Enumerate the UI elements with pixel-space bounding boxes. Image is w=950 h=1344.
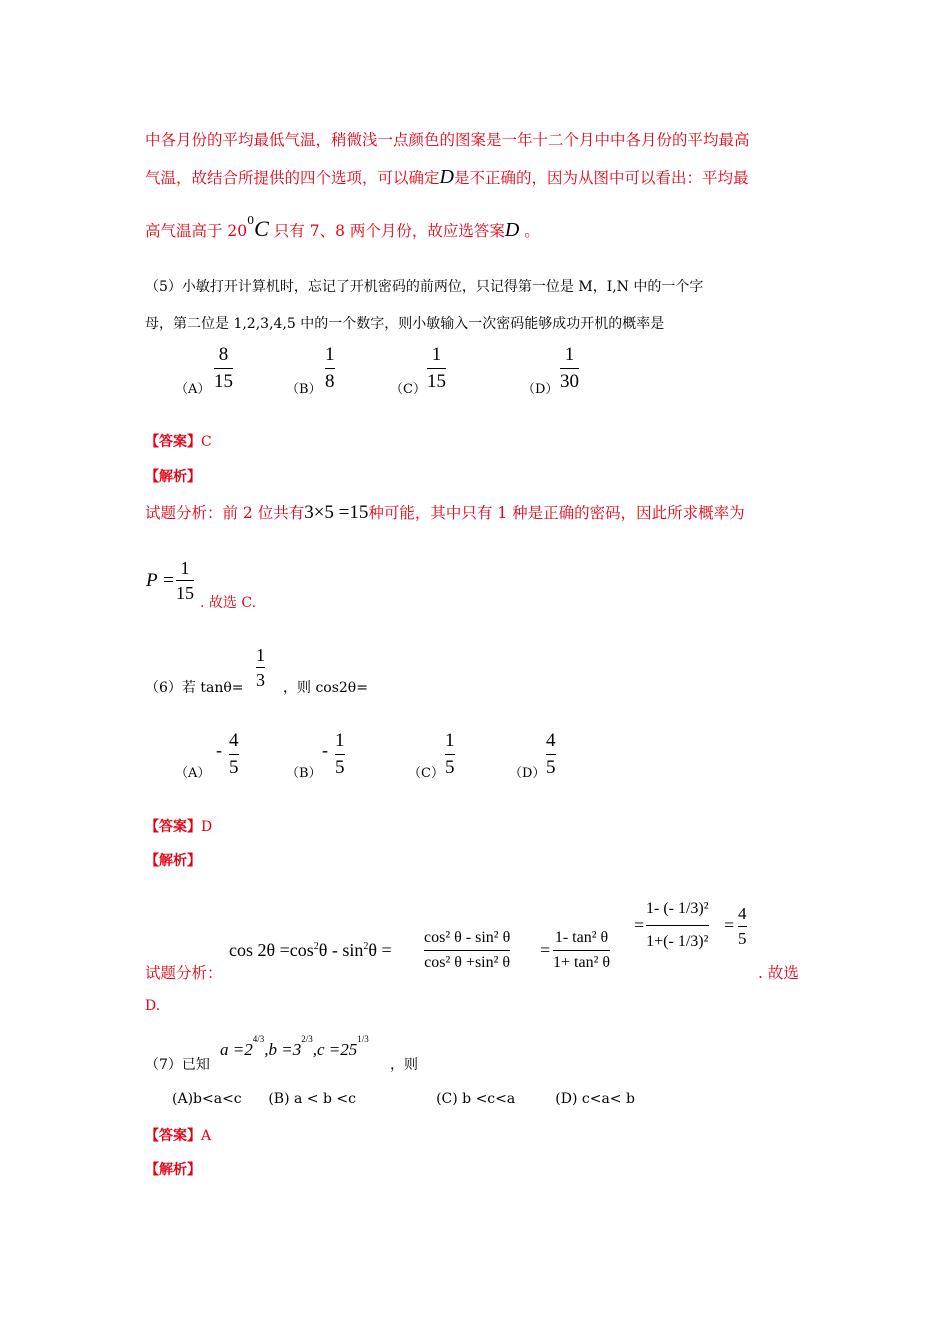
q6-frac-2: 1- tan² θ 1+ tan² θ [553, 929, 611, 971]
eq-mid-text: θ - sin [318, 940, 364, 960]
q7-options: (A)b<a<c (B) a < b <c (C) b <c<a (D) c<a< b [172, 1091, 635, 1107]
q6-option-c-label: （C） [408, 766, 444, 781]
q5-conclusion: . 故选 C. [200, 595, 257, 611]
q4-degree: 0 [247, 213, 255, 227]
q5-option-b-label: （B） [286, 382, 322, 397]
q6-stem-text: （6）若 tanθ= [145, 680, 244, 696]
q6-option-b-fraction: 1 5 [335, 730, 345, 778]
q6-option-a-label: （A） [175, 766, 211, 781]
q5-option-d-fraction: 1 30 [560, 344, 579, 392]
q5-option-a-label: （A） [175, 382, 211, 397]
q6-option-a-fraction: 4 5 [229, 730, 239, 778]
q4-line3-text: 高气温高于 20 [145, 222, 248, 240]
q6-equals-2: = [634, 915, 645, 935]
q6-equals-1: = [540, 940, 551, 960]
q6-equation-lhs [229, 940, 392, 961]
q6-analysis-end: D. [145, 998, 161, 1014]
q5-option-a-fraction: 8 15 [214, 344, 233, 392]
answer-value: C [201, 434, 212, 450]
q7-answer [145, 1125, 211, 1145]
q4-line3-text-b: 只有 7、8 两个月份，故应选答案 [273, 222, 505, 240]
q6-stem-tail: ，则 cos2θ= [283, 680, 368, 696]
eq-theta: θ = [368, 940, 392, 960]
q4-line3-end: 。 [524, 222, 540, 240]
q7-stem-math: $a =2^{4/3},b =3^{2/3},c =25^{1/3}$ [220, 1034, 369, 1059]
q6-result-fraction: 4 5 [738, 904, 747, 948]
q4-var-d: D [439, 166, 454, 188]
q5-analysis-math: 3×5 =15 [304, 502, 369, 523]
eq-square-2: 2 [363, 941, 369, 952]
q6-option-d-fraction: 4 5 [546, 730, 556, 778]
q6-stem [145, 677, 244, 697]
q5-analysis-tag: 【解析】 [145, 469, 201, 485]
q5-analysis-line-1 [145, 501, 745, 524]
q5-option-c-fraction: 1 15 [427, 344, 446, 392]
q6-stem-fraction: 1 3 [256, 645, 265, 690]
q6-analysis-tag: 【解析】 [145, 853, 201, 869]
answer-tag: 【答案】 [145, 1128, 201, 1144]
q5-answer [145, 431, 212, 451]
answer-value: A [201, 1128, 212, 1144]
q4-solution-line-2 [145, 166, 748, 189]
q4-celsius: C [254, 216, 269, 241]
q6-frac-1: cos² θ - sin² θ cos² θ +sin² θ [424, 929, 511, 971]
q6-analysis-prefix: 试题分析： [145, 964, 223, 982]
eq-square: 2 [313, 941, 319, 952]
q6-option-d-label: （D） [509, 766, 546, 781]
q7-stem-prefix: （7）已知 [145, 1057, 210, 1073]
q6-option-b-label: （B） [286, 766, 322, 781]
q7-stem-tail: ，则 [390, 1057, 418, 1073]
q6-option-b-sign: - [322, 740, 328, 760]
q5-option-d-label: （D） [522, 382, 559, 397]
q6-option-a-sign: - [216, 740, 222, 760]
q5-option-c-label: （C） [390, 382, 426, 397]
answer-tag: 【答案】 [145, 819, 201, 835]
eq-lhs-text: cos 2θ =cos [229, 940, 314, 960]
q4-solution-line-1: 中各月份的平均最低气温，稍微浅一点颜色的图案是一年十二个月中中各月份的平均最高 [145, 131, 750, 149]
answer-value: D [201, 819, 213, 835]
q5-analysis-text: 试题分析：前 2 位共有 [145, 504, 305, 522]
q5-p-fraction: 1 15 [176, 558, 194, 603]
q5-stem-line-1: （5）小敏打开计算机时，忘记了开机密码的前两位，只记得第一位是 M，I,N 中的一个字 [145, 279, 704, 295]
q4-line2-text: 气温，故结合所提供的四个选项，可以确定 [145, 169, 440, 187]
q6-answer [145, 816, 212, 836]
q5-p-label: P = [146, 570, 175, 591]
answer-tag: 【答案】 [145, 434, 201, 450]
q5-option-b-fraction: 1 8 [325, 344, 335, 392]
q5-analysis-text-b: 种可能，其中只有 1 种是正确的密码，因此所求概率为 [368, 504, 745, 522]
q5-stem-line-2: 母，第二位是 1,2,3,4,5 中的一个数字，则小敏输入一次密码能够成功开机的概率是 [145, 316, 665, 332]
q6-equals-3: = [724, 915, 735, 935]
q7-analysis-tag: 【解析】 [145, 1162, 201, 1178]
q6-frac-3: 1- (- 1/3)² 1+(- 1/3)² [646, 900, 709, 950]
q6-analysis-tail: . 故选 [758, 964, 799, 982]
q4-answer-var: D [504, 219, 520, 241]
q4-line2-text-b: 是不正确的，因为从图中可以看出：平均最 [453, 169, 749, 187]
q4-solution-line-3 [145, 213, 540, 242]
q6-option-c-fraction: 1 5 [445, 730, 455, 778]
